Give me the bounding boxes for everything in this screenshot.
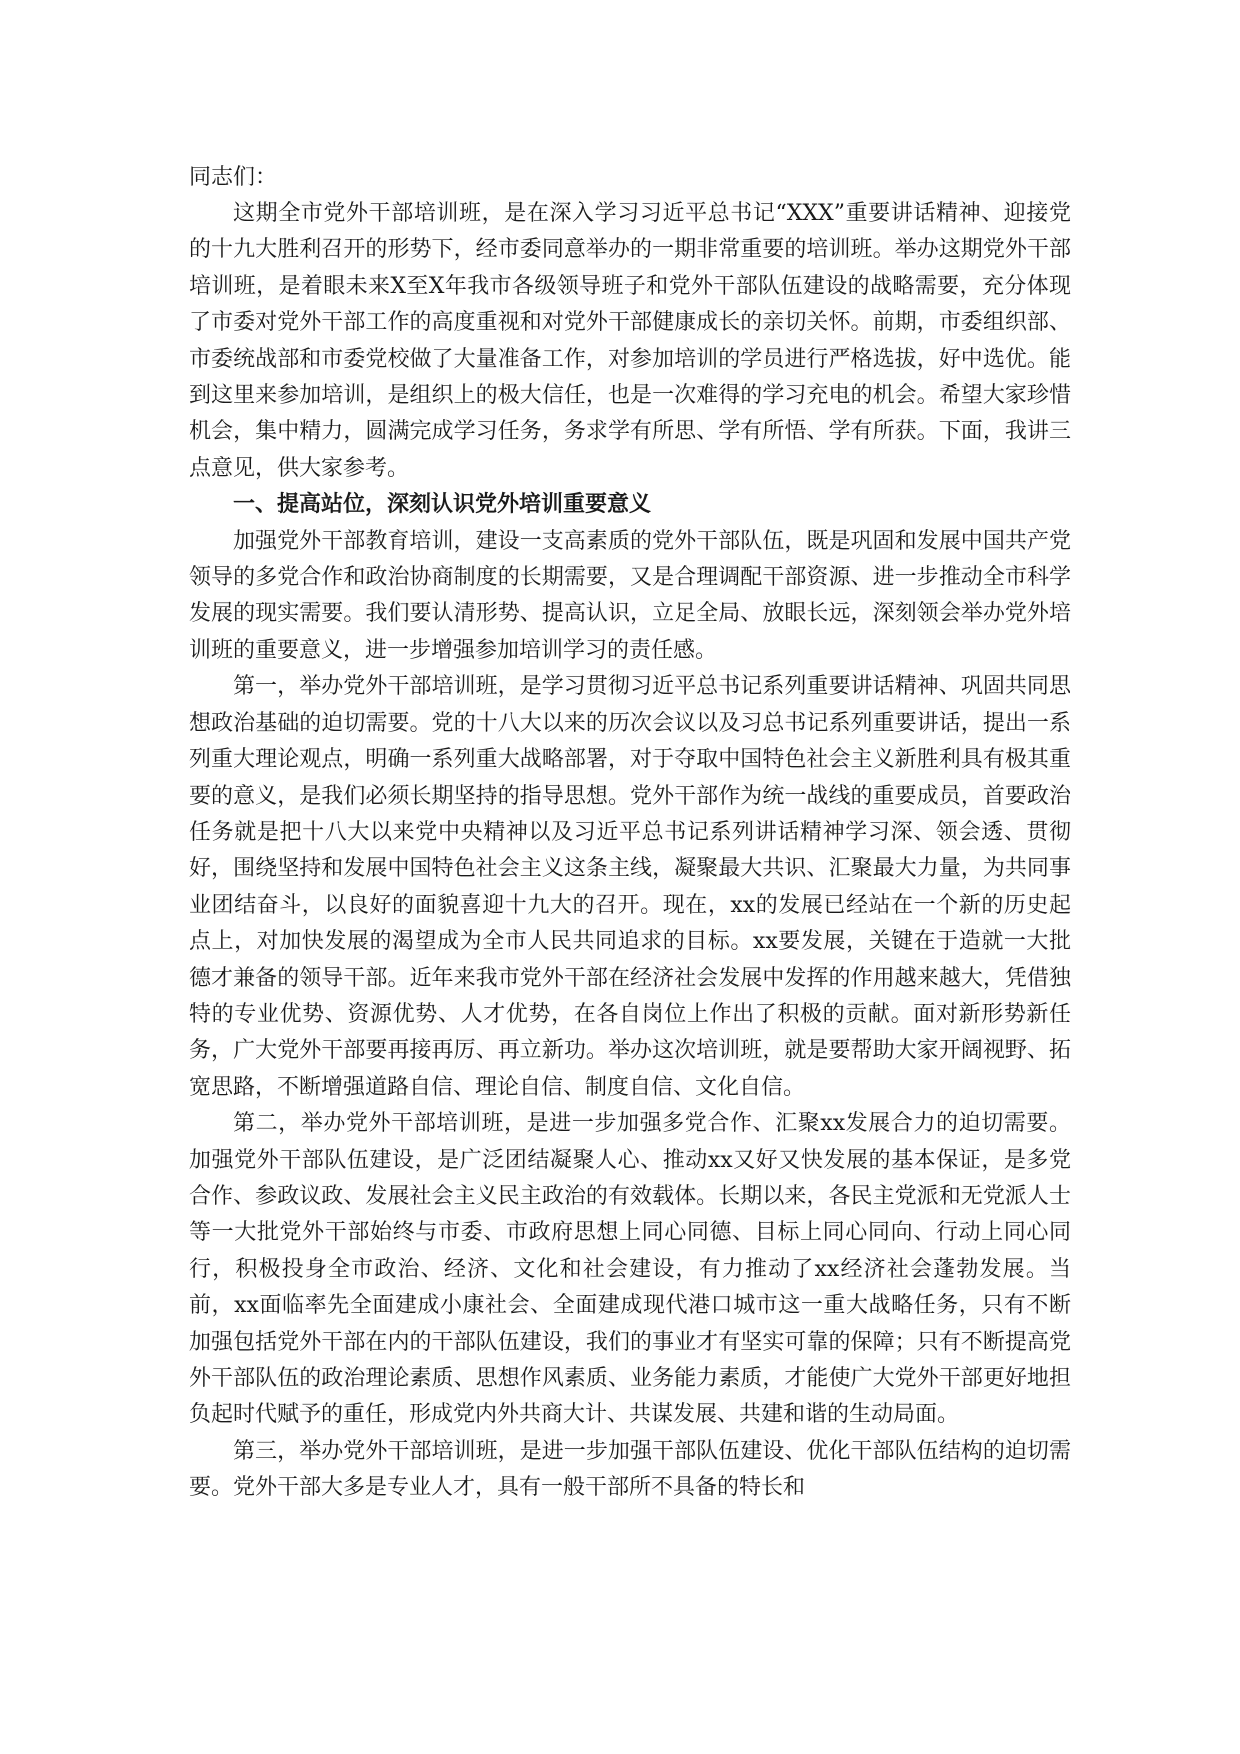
intro-paragraph: 这期全市党外干部培训班，是在深入学习习近平总书记“XXX”重要讲话精神、迎接党的十九大胜利召开的形势下，经市委同意举办的一期非常重要的培训班。举办这期党外干部培训班，是着眼未来X至X年我市各级领导班子和党外干部队伍建设的战略需要，充分体现了市委对党外干部工作的高度重视和对党外干部健康成长的亲切关怀。前期，市委组织部、市委统战部和市委党校做了大量准备工作，对参加培训的学员进行严格选拔，好中选优。能到这里来参加培训，是组织上的极大信任，也是一次难得的学习充电的机会。希望大家珍惜机会，集中精力，圆满完成学习任务，务求学有所思、学有所悟、学有所获。下面，我讲三点意见，供大家参考。 (189, 201, 1071, 481)
document-page (189, 160, 1071, 1507)
section1-paragraph-2: 第一，举办党外干部培训班，是学习贯彻习近平总书记系列重要讲话精神、巩固共同思想政治基础的迫切需要。党的十八大以来的历次会议以及习总书记系列重要讲话，提出一系列重大理论观点，明确一系列重大战略部署，对于夺取中国特色社会主义新胜利具有极其重要的意义，是我们必须长期坚持的指导思想。党外干部作为统一战线的重要成员，首要政治任务就是把十八大以来党中央精神以及习近平总书记系列讲话精神学习深、领会透、贯彻好，围绕坚持和发展中国特色社会主义这条主线，凝聚最大共识、汇聚最大力量，为共同事业团结奋斗，以良好的面貌喜迎十九大的召开。现在，xx的发展已经站在一个新的历史起点上，对加快发展的渴望成为全市人民共同追求的目标。xx要发展，关键在于造就一大批德才兼备的领导干部。近年来我市党外干部在经济社会发展中发挥的作用越来越大，凭借独特的专业优势、资源优势、人才优势，在各自岗位上作出了积极的贡献。面对新形势新任务，广大党外干部要再接再厉、再立新功。举办这次培训班，就是要帮助大家开阔视野、拓宽思路，不断增强道路自信、理论自信、制度自信、文化自信。 (189, 674, 1071, 1100)
section1-paragraph-4: 第三，举办党外干部培训班，是进一步加强干部队伍建设、优化干部队伍结构的迫切需要。党外干部大多是专业人才，具有一般干部所不具备的特长和 (189, 1438, 1071, 1501)
section1-paragraph-3: 第二，举办党外干部培训班，是进一步加强多党合作、汇聚xx发展合力的迫切需要。加强党外干部队伍建设，是广泛团结凝聚人心、推动xx又好又快发展的基本保证，是多党合作、参政议政、发展社会主义民主政治的有效载体。长期以来，各民主党派和无党派人士等一大批党外干部始终与市委、市政府思想上同心同德、目标上同心同向、行动上同心同行，积极投身全市政治、经济、文化和社会建设，有力推动了xx经济社会蓬勃发展。当前，xx面临率先全面建成小康社会、全面建成现代港口城市这一重大战略任务，只有不断加强包括党外干部在内的干部队伍建设，我们的事业才有坚实可靠的保障；只有不断提高党外干部队伍的政治理论素质、思想作风素质、业务能力素质，才能使广大党外干部更好地担负起时代赋予的重任，形成党内外共商大计、共谋发展、共建和谐的生动局面。 (189, 1111, 1071, 1428)
section-heading-1: 一、提高站位，深刻认识党外培训重要意义 (233, 492, 652, 518)
section1-paragraph-1: 加强党外干部教育培训，建设一支高素质的党外干部队伍，既是巩固和发展中国共产党领导的多党合作和政治协商制度的长期需要，又是合理调配干部资源、进一步推动全市科学发展的现实需要。我们要认清形势、提高认识，立足全局、放眼长远，深刻领会举办党外培训班的重要意义，进一步增强参加培训学习的责任感。 (189, 528, 1071, 663)
salutation: 同志们： (189, 165, 278, 190)
